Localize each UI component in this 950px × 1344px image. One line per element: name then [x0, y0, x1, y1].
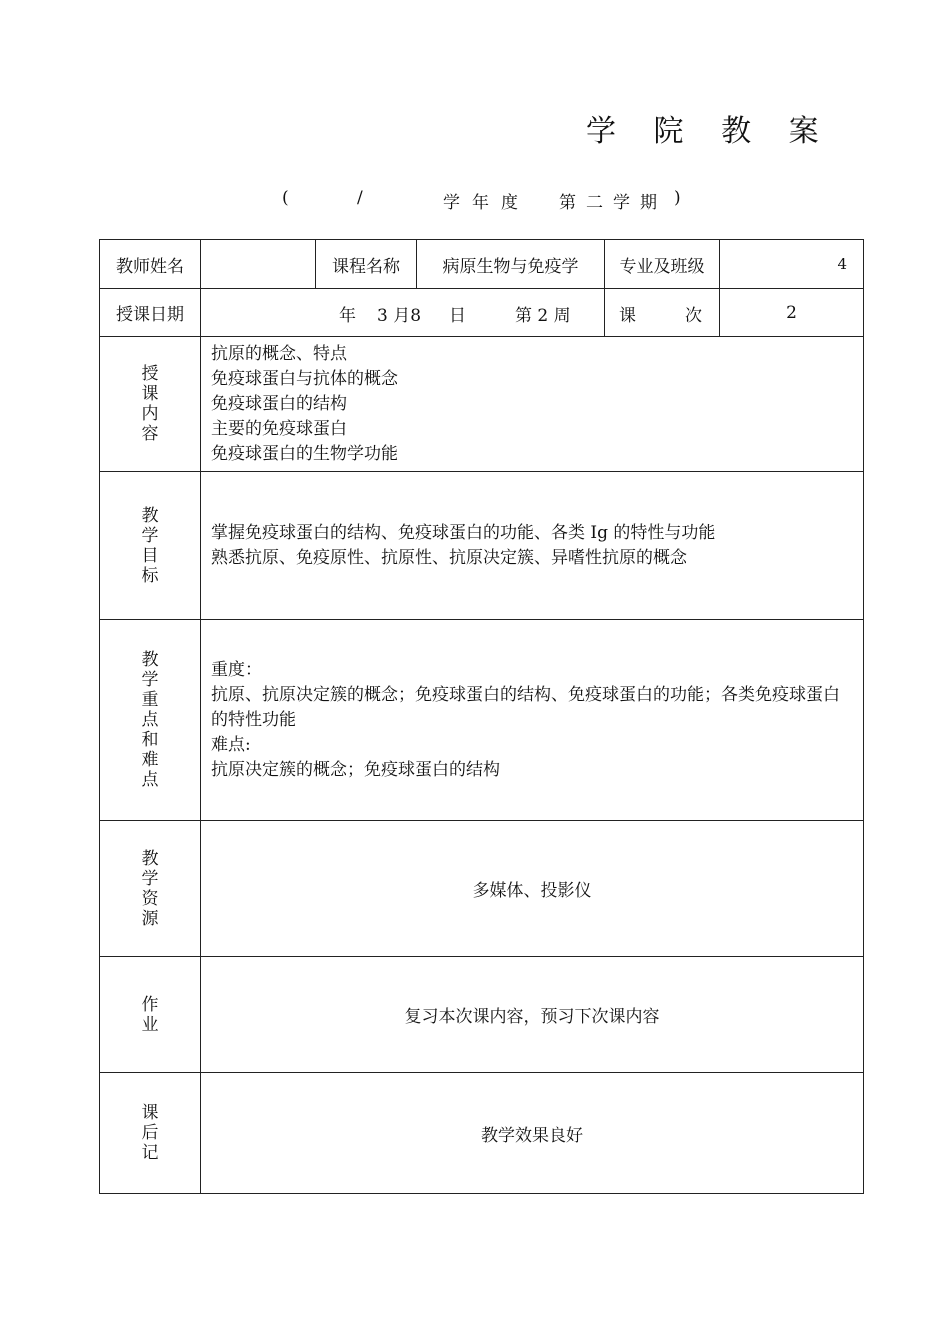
- key-points-section-label: 教 学 重 点 和 难 点: [100, 620, 201, 821]
- date-year: 年: [339, 306, 356, 326]
- lesson-count-label: 课 次: [605, 289, 720, 337]
- resources-section-label: 教 学 资 源: [100, 821, 201, 957]
- info-row-2: [100, 289, 864, 337]
- class-value: 4: [720, 240, 864, 289]
- homework-section-body: 复习本次课内容，预习下次课内容: [201, 957, 864, 1073]
- difficult-points-heading: 难点:: [211, 734, 251, 755]
- homework-section-label: 作 业: [100, 957, 201, 1073]
- lesson-date: [201, 289, 605, 337]
- key-points-text: 抗原、抗原决定簇的概念；免疫球蛋白的结构、免疫球蛋白的功能；各类免疫球蛋白的特性功能: [211, 684, 840, 730]
- content-section-label: 授 课 内 容: [100, 337, 201, 472]
- class-label: 专业及班级: [605, 240, 720, 289]
- content-line: 抗原的概念、特点: [211, 343, 347, 364]
- content-row: [100, 337, 864, 472]
- key-points-heading: 重度：: [211, 659, 262, 680]
- key-points-row: [100, 620, 864, 821]
- notes-section-label: 课 后 记: [100, 1073, 201, 1194]
- teacher-name-value: [201, 240, 316, 289]
- course-name-label: 课程名称: [316, 240, 417, 289]
- term-slash: /: [357, 188, 363, 208]
- notes-section-body: 教学效果良好: [201, 1073, 864, 1194]
- date-label: 授课日期: [100, 289, 201, 337]
- academic-term-line: [0, 188, 950, 212]
- goals-row: [100, 472, 864, 620]
- resources-row: [100, 821, 864, 957]
- semester-label: 第二学期: [559, 193, 667, 213]
- resources-section-body: 多媒体、投影仪: [201, 821, 864, 957]
- date-day: 日: [449, 306, 466, 326]
- content-line: 主要的免疫球蛋白: [211, 418, 347, 439]
- content-line: 免疫球蛋白的结构: [211, 393, 347, 414]
- goals-section-label: 教 学 目 标: [100, 472, 201, 620]
- lesson-count-value: 2: [720, 289, 864, 337]
- goal-line: 掌握免疫球蛋白的结构、免疫球蛋白的功能、各类 Ig 的特性与功能: [211, 522, 716, 543]
- academic-year-label: 学年度: [443, 193, 530, 213]
- info-row-1: [100, 240, 864, 289]
- goals-section-body: [201, 472, 864, 620]
- notes-row: [100, 1073, 864, 1194]
- content-line: 免疫球蛋白与抗体的概念: [211, 368, 398, 389]
- week-number: 第 2 周: [515, 306, 571, 326]
- term-open-paren: (: [282, 188, 289, 208]
- difficult-points-text: 抗原决定簇的概念；免疫球蛋白的结构: [211, 759, 500, 780]
- term-close-paren: ): [674, 188, 681, 208]
- goal-line: 熟悉抗原、免疫原性、抗原性、抗原决定簇、异嗜性抗原的概念: [211, 547, 687, 568]
- key-points-section-body: [201, 620, 864, 821]
- content-section-body: [201, 337, 864, 472]
- lesson-plan-table: [99, 239, 864, 1194]
- page-title: 学 院 教 案: [586, 114, 833, 149]
- teacher-name-label: 教师姓名: [100, 240, 201, 289]
- course-name-value: 病原生物与免疫学: [417, 240, 605, 289]
- homework-row: [100, 957, 864, 1073]
- date-month: 3 月8: [377, 306, 422, 326]
- content-line: 免疫球蛋白的生物学功能: [211, 443, 398, 464]
